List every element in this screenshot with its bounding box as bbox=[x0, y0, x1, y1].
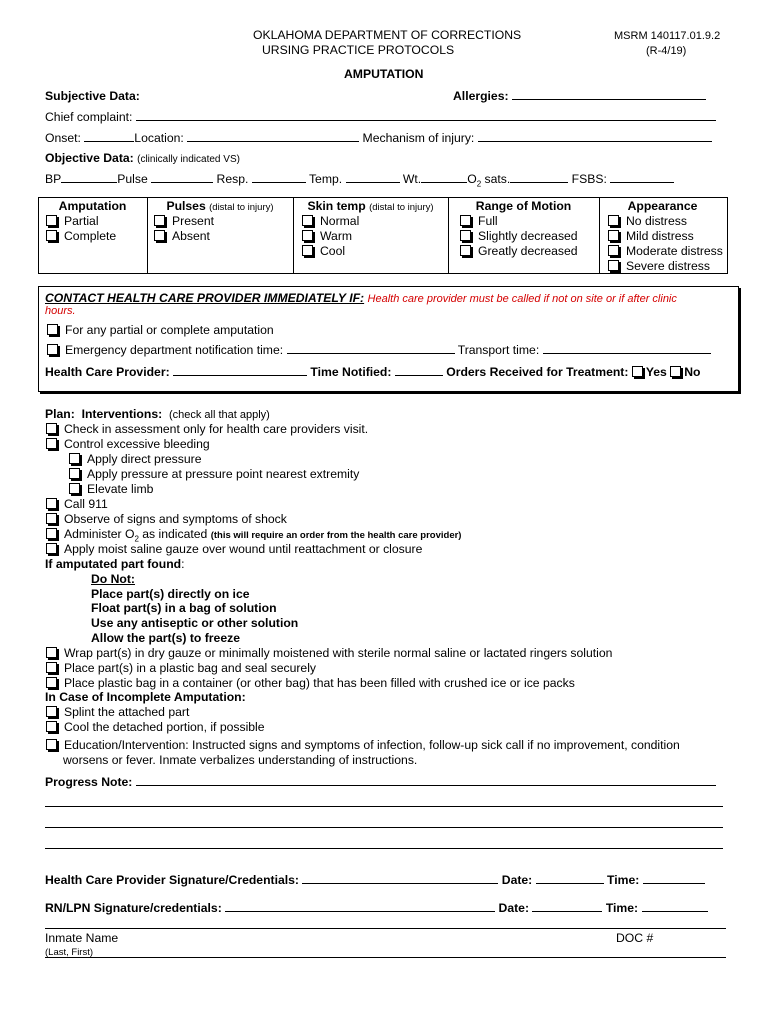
objective-note: (clinically indicated VS) bbox=[137, 154, 240, 165]
pulse-field[interactable] bbox=[151, 172, 213, 183]
allergies-row bbox=[453, 89, 706, 103]
time-notified-field[interactable] bbox=[395, 365, 443, 376]
rom-option[interactable]: Slightly decreased bbox=[460, 229, 578, 243]
checkbox-icon[interactable] bbox=[608, 260, 619, 271]
contact-note: Health care provider must be called if not on site or if after clinic bbox=[367, 293, 677, 305]
hcp-date-field[interactable] bbox=[536, 873, 604, 884]
hcp-signature-label: Health Care Provider Signature/Credentials: bbox=[45, 873, 299, 887]
hcp-time-field[interactable] bbox=[643, 873, 705, 884]
temp-field[interactable] bbox=[346, 172, 400, 183]
provider-field[interactable] bbox=[173, 365, 307, 376]
plan-item-check[interactable]: Check in assessment only for health care providers visit. bbox=[46, 422, 368, 436]
appearance-option[interactable]: No distress bbox=[608, 214, 687, 228]
checkbox-icon[interactable] bbox=[69, 468, 80, 479]
appearance-header: Appearance bbox=[627, 199, 698, 213]
plan-item-cool[interactable]: Cool the detached portion, if possible bbox=[46, 720, 265, 734]
plan-item-control[interactable]: Control excessive bleeding bbox=[46, 437, 210, 451]
plan-item-elevate[interactable]: Elevate limb bbox=[69, 482, 153, 496]
checkbox-icon[interactable] bbox=[302, 230, 313, 241]
location-field[interactable] bbox=[187, 131, 359, 142]
progress-label: Progress Note: bbox=[45, 775, 133, 789]
plan-item-education[interactable]: Education/Intervention: Instructed signs and symptoms of infection, follow-up sick call if no improvement, condition bbox=[46, 738, 680, 752]
bp-field[interactable] bbox=[61, 172, 117, 183]
hcp-time-label: Time: bbox=[607, 873, 640, 887]
hcp-signature-field[interactable] bbox=[302, 873, 498, 884]
do-not-item: Allow the part(s) to freeze bbox=[91, 631, 240, 645]
rn-time-label: Time: bbox=[605, 901, 639, 915]
progress-row bbox=[45, 775, 716, 789]
checkbox-icon[interactable] bbox=[69, 453, 80, 464]
checkbox-icon[interactable] bbox=[670, 366, 681, 377]
doc-number-label: DOC # bbox=[616, 931, 654, 945]
checkbox-icon[interactable] bbox=[632, 366, 643, 377]
contact-heading-row bbox=[45, 291, 677, 305]
checkbox-icon[interactable] bbox=[154, 215, 165, 226]
checkbox-icon[interactable] bbox=[47, 324, 58, 335]
pulses-header: Pulses (distal to injury) bbox=[166, 199, 274, 213]
plan-item-splint[interactable]: Splint the attached part bbox=[46, 705, 189, 719]
checkbox-icon[interactable] bbox=[46, 706, 57, 717]
amputation-option[interactable]: Complete bbox=[46, 229, 116, 243]
plan-item-place-seal[interactable]: Place part(s) in a plastic bag and seal securely bbox=[46, 661, 316, 675]
objective-label: Objective Data: bbox=[45, 151, 134, 165]
fsbs-label: FSBS: bbox=[571, 172, 607, 186]
incomplete-heading: In Case of Incomplete Amputation: bbox=[45, 690, 246, 704]
allergies-label: Allergies: bbox=[453, 89, 509, 103]
check-all-note: (check all that apply) bbox=[168, 409, 270, 421]
onset-field[interactable] bbox=[84, 131, 134, 142]
no-option[interactable]: No bbox=[684, 365, 701, 379]
hcp-signature-row bbox=[45, 873, 705, 887]
page-title: AMPUTATION bbox=[344, 67, 424, 81]
rom-option[interactable]: Full bbox=[460, 214, 498, 228]
checkbox-icon[interactable] bbox=[46, 513, 57, 524]
amputation-header: Amputation bbox=[58, 199, 127, 213]
ed-time-field[interactable] bbox=[287, 343, 455, 354]
appearance-option[interactable]: Moderate distress bbox=[608, 244, 723, 258]
skin-option[interactable]: Normal bbox=[302, 214, 359, 228]
wt-label: Wt. bbox=[402, 172, 422, 186]
rn-date-label: Date: bbox=[498, 901, 530, 915]
resp-field[interactable] bbox=[252, 172, 306, 183]
progress-line[interactable] bbox=[45, 806, 723, 807]
o2-rest: sats. bbox=[481, 172, 511, 186]
fsbs-field[interactable] bbox=[610, 172, 674, 183]
contact-heading: CONTACT HEALTH CARE PROVIDER IMMEDIATELY IF: bbox=[45, 291, 365, 305]
checkbox-icon[interactable] bbox=[46, 528, 57, 539]
contact-item-ed bbox=[47, 343, 711, 357]
checkbox-icon[interactable] bbox=[460, 245, 471, 256]
plan-item-call[interactable]: Call 911 bbox=[46, 497, 108, 511]
checkbox-icon[interactable] bbox=[46, 543, 57, 554]
dept-name: OKLAHOMA DEPARTMENT OF CORRECTIONS bbox=[253, 28, 522, 42]
revision: (R-4/19) bbox=[646, 45, 687, 57]
pulse-label: Pulse bbox=[117, 172, 148, 186]
checkbox-icon[interactable] bbox=[46, 230, 57, 241]
plan-item-wrap[interactable]: Wrap part(s) in dry gauze or minimally moistened with sterile normal saline or lactated ringers solution bbox=[46, 646, 612, 660]
checkbox-icon[interactable] bbox=[46, 438, 57, 449]
vitals-row bbox=[45, 172, 674, 188]
subjective-label: Subjective Data: bbox=[45, 89, 140, 103]
plan-item-administer[interactable]: Administer $O_2$ as indicated (this will require an order from the health care provider) bbox=[46, 527, 461, 543]
if-found-heading: If amputated part found: bbox=[45, 557, 185, 571]
contact-item-amputation[interactable]: For any partial or complete amputation bbox=[47, 323, 274, 337]
checkbox-icon[interactable] bbox=[154, 230, 165, 241]
hcp-date-label: Date: bbox=[501, 873, 533, 887]
checkbox-icon[interactable] bbox=[460, 215, 471, 226]
checkbox-icon[interactable] bbox=[608, 215, 619, 226]
checkbox-icon[interactable] bbox=[47, 344, 58, 355]
o2-field[interactable] bbox=[510, 172, 568, 183]
plan-label: Plan: bbox=[45, 407, 75, 421]
chief-field[interactable] bbox=[136, 110, 716, 121]
checkbox-icon[interactable] bbox=[46, 647, 57, 658]
checkbox-icon[interactable] bbox=[46, 721, 57, 732]
form-number: MSRM 140117.01.9.2 bbox=[614, 30, 721, 42]
resp-label: Resp. bbox=[216, 172, 249, 186]
mechanism-field[interactable] bbox=[478, 131, 712, 142]
plan-item-point[interactable]: Apply pressure at pressure point nearest extremity bbox=[69, 467, 359, 481]
rn-time-field[interactable] bbox=[642, 901, 708, 912]
skin-option[interactable]: Cool bbox=[302, 244, 345, 258]
do-not-label: Do Not: bbox=[91, 572, 135, 586]
provider-label: Health Care Provider: bbox=[45, 365, 170, 379]
skin-header: Skin temp (distal to injury) bbox=[307, 199, 434, 213]
checkbox-icon[interactable] bbox=[608, 245, 619, 256]
ed-label: Emergency department notification time: bbox=[65, 343, 284, 357]
rom-option[interactable]: Greatly decreased bbox=[460, 244, 578, 258]
temp-label: Temp. bbox=[308, 172, 343, 186]
footer-top-rule bbox=[45, 928, 726, 929]
orders-label: Orders Received for Treatment: bbox=[446, 365, 629, 379]
plan-item-observe[interactable]: Observe of signs and symptoms of shock bbox=[46, 512, 287, 526]
chief-row bbox=[45, 110, 716, 124]
rn-signature-field[interactable] bbox=[225, 901, 495, 912]
location-label: Location: bbox=[134, 131, 184, 145]
plan-row bbox=[45, 407, 270, 421]
amputation-option[interactable]: Partial bbox=[46, 214, 99, 228]
appearance-option[interactable]: Mild distress bbox=[608, 229, 694, 243]
checkbox-icon[interactable] bbox=[46, 677, 57, 688]
pulses-option[interactable]: Present bbox=[154, 214, 214, 228]
checkbox-icon[interactable] bbox=[46, 215, 57, 226]
checkbox-icon[interactable] bbox=[46, 498, 57, 509]
checkbox-icon[interactable] bbox=[69, 483, 80, 494]
checkbox-icon[interactable] bbox=[46, 662, 57, 673]
rn-signature-row bbox=[45, 901, 708, 915]
checkbox-icon[interactable] bbox=[46, 739, 57, 750]
checkbox-icon[interactable] bbox=[302, 215, 313, 226]
onset-label: Onset: bbox=[45, 131, 81, 145]
objective-row bbox=[45, 151, 240, 165]
mechanism-label: Mechanism of injury: bbox=[362, 131, 475, 145]
progress-field[interactable] bbox=[136, 775, 716, 786]
plan-item-direct[interactable]: Apply direct pressure bbox=[69, 452, 201, 466]
yes-option[interactable]: Yes bbox=[645, 365, 667, 379]
rom-header: Range of Motion bbox=[475, 199, 572, 213]
o2-label: O bbox=[467, 172, 477, 186]
checkbox-icon[interactable] bbox=[46, 423, 57, 434]
transport-label: Transport time: bbox=[457, 343, 540, 357]
checkbox-icon[interactable] bbox=[302, 245, 313, 256]
plan-item-place-container[interactable]: Place plastic bag in a container (or other bag) that has been filled with crushed ice or ice packs bbox=[46, 676, 575, 690]
wt-field[interactable] bbox=[421, 172, 467, 183]
chief-label: Chief complaint: bbox=[45, 110, 133, 124]
o2-sub: 2 bbox=[476, 179, 482, 189]
progress-line[interactable] bbox=[45, 827, 723, 828]
do-not-item: Float part(s) in a bag of solution bbox=[91, 601, 277, 615]
education-cont: worsens or fever. Inmate verbalizes understanding of instructions. bbox=[63, 753, 418, 767]
progress-line[interactable] bbox=[45, 848, 723, 849]
provider-row bbox=[45, 365, 700, 379]
onset-row bbox=[45, 131, 712, 145]
protocols-title: URSING PRACTICE PROTOCOLS bbox=[262, 43, 455, 57]
plan-item-moist[interactable]: Apply moist saline gauze over wound until reattachment or closure bbox=[46, 542, 422, 556]
last-first-label: (Last, First) bbox=[45, 947, 94, 958]
allergies-field[interactable] bbox=[512, 89, 706, 100]
checkbox-icon[interactable] bbox=[460, 230, 471, 241]
contact-note-cont: hours. bbox=[45, 305, 76, 317]
rn-date-field[interactable] bbox=[532, 901, 602, 912]
footer-bottom-rule[interactable] bbox=[45, 957, 726, 958]
bp-label: BP bbox=[45, 172, 62, 186]
interventions-label: Interventions: bbox=[81, 407, 163, 421]
skin-option[interactable]: Warm bbox=[302, 229, 352, 243]
pulses-option[interactable]: Absent bbox=[154, 229, 210, 243]
do-not-item: Use any antiseptic or other solution bbox=[91, 616, 299, 630]
rn-signature-label: RN/LPN Signature/credentials: bbox=[45, 901, 222, 915]
time-notified-label: Time Notified: bbox=[310, 365, 392, 379]
appearance-option[interactable]: Severe distress bbox=[608, 259, 710, 273]
transport-field[interactable] bbox=[543, 343, 711, 354]
inmate-name-label: Inmate Name bbox=[45, 931, 119, 945]
do-not-item: Place part(s) directly on ice bbox=[91, 587, 250, 601]
checkbox-icon[interactable] bbox=[608, 230, 619, 241]
